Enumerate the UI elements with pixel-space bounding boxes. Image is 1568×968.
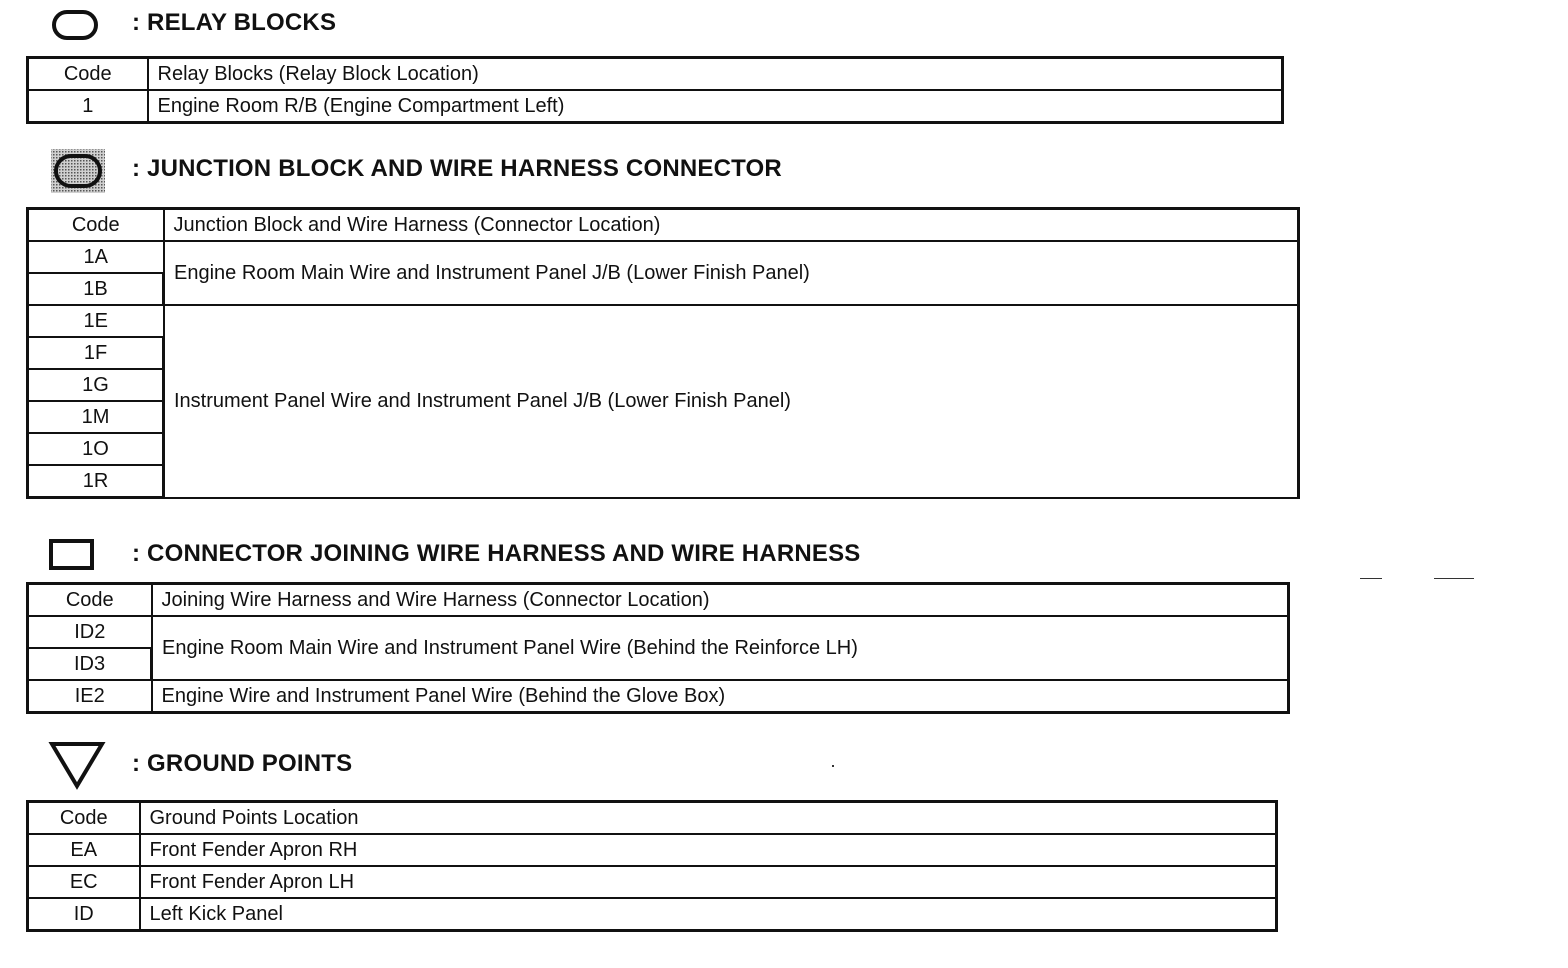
ground-points-title: : GROUND POINTS bbox=[132, 750, 353, 777]
description-cell: Engine Room Main Wire and Instrument Panel J/B (Lower Finish Panel) bbox=[164, 241, 1299, 305]
shaded-rounded-oval-icon bbox=[50, 148, 106, 194]
description-cell: Engine Room Main Wire and Instrument Panel Wire (Behind the Reinforce LH) bbox=[152, 616, 1289, 680]
code-cell: 1R bbox=[28, 465, 164, 498]
table-header-row bbox=[28, 584, 1289, 617]
code-cell: 1E bbox=[28, 305, 164, 337]
code-header: Code bbox=[28, 58, 148, 91]
code-cell: IE2 bbox=[28, 680, 152, 713]
code-cell: ID2 bbox=[28, 616, 152, 648]
code-cell: 1 bbox=[28, 90, 148, 123]
description-header: Joining Wire Harness and Wire Harness (Connector Location) bbox=[152, 584, 1289, 617]
relay-blocks-table bbox=[26, 56, 1284, 124]
rounded-oval-icon bbox=[50, 8, 100, 42]
table-row bbox=[28, 241, 1299, 273]
description-header: Relay Blocks (Relay Block Location) bbox=[148, 58, 1283, 91]
stray-dash bbox=[1360, 578, 1382, 579]
description-cell: Engine Wire and Instrument Panel Wire (Behind the Glove Box) bbox=[152, 680, 1289, 713]
code-cell: 1F bbox=[28, 337, 164, 369]
code-cell: EC bbox=[28, 866, 140, 898]
code-header: Code bbox=[28, 584, 152, 617]
rectangle-icon bbox=[48, 538, 96, 572]
description-cell: Engine Room R/B (Engine Compartment Left) bbox=[148, 90, 1283, 123]
code-cell: 1G bbox=[28, 369, 164, 401]
code-header: Code bbox=[28, 209, 164, 242]
code-header: Code bbox=[28, 802, 140, 835]
connector-joining-title: : CONNECTOR JOINING WIRE HARNESS AND WIRE HARNESS bbox=[132, 540, 861, 567]
triangle-down-icon bbox=[48, 740, 106, 790]
description-cell: Instrument Panel Wire and Instrument Panel J/B (Lower Finish Panel) bbox=[164, 305, 1299, 498]
description-cell: Front Fender Apron RH bbox=[140, 834, 1277, 866]
code-cell: 1M bbox=[28, 401, 164, 433]
ground-points-table bbox=[26, 800, 1278, 932]
code-cell: EA bbox=[28, 834, 140, 866]
code-cell: 1O bbox=[28, 433, 164, 465]
stray-dash bbox=[1434, 578, 1474, 579]
table-row bbox=[28, 616, 1289, 648]
relay-blocks-title: : RELAY BLOCKS bbox=[132, 9, 337, 36]
description-cell: Left Kick Panel bbox=[140, 898, 1277, 931]
table-row bbox=[28, 898, 1277, 931]
table-row bbox=[28, 90, 1283, 123]
junction-block-title: : JUNCTION BLOCK AND WIRE HARNESS CONNECTOR bbox=[132, 155, 782, 182]
table-row bbox=[28, 680, 1289, 713]
table-header-row bbox=[28, 209, 1299, 242]
description-header: Ground Points Location bbox=[140, 802, 1277, 835]
description-header: Junction Block and Wire Harness (Connector Location) bbox=[164, 209, 1299, 242]
table-row bbox=[28, 866, 1277, 898]
table-row bbox=[28, 834, 1277, 866]
code-cell: 1B bbox=[28, 273, 164, 305]
table-header-row bbox=[28, 802, 1277, 835]
stray-dot bbox=[832, 765, 834, 767]
description-cell: Front Fender Apron LH bbox=[140, 866, 1277, 898]
code-cell: ID bbox=[28, 898, 140, 931]
table-row bbox=[28, 305, 1299, 337]
table-header-row bbox=[28, 58, 1283, 91]
junction-block-table bbox=[26, 207, 1300, 499]
connector-joining-table bbox=[26, 582, 1290, 714]
code-cell: 1A bbox=[28, 241, 164, 273]
code-cell: ID3 bbox=[28, 648, 152, 680]
